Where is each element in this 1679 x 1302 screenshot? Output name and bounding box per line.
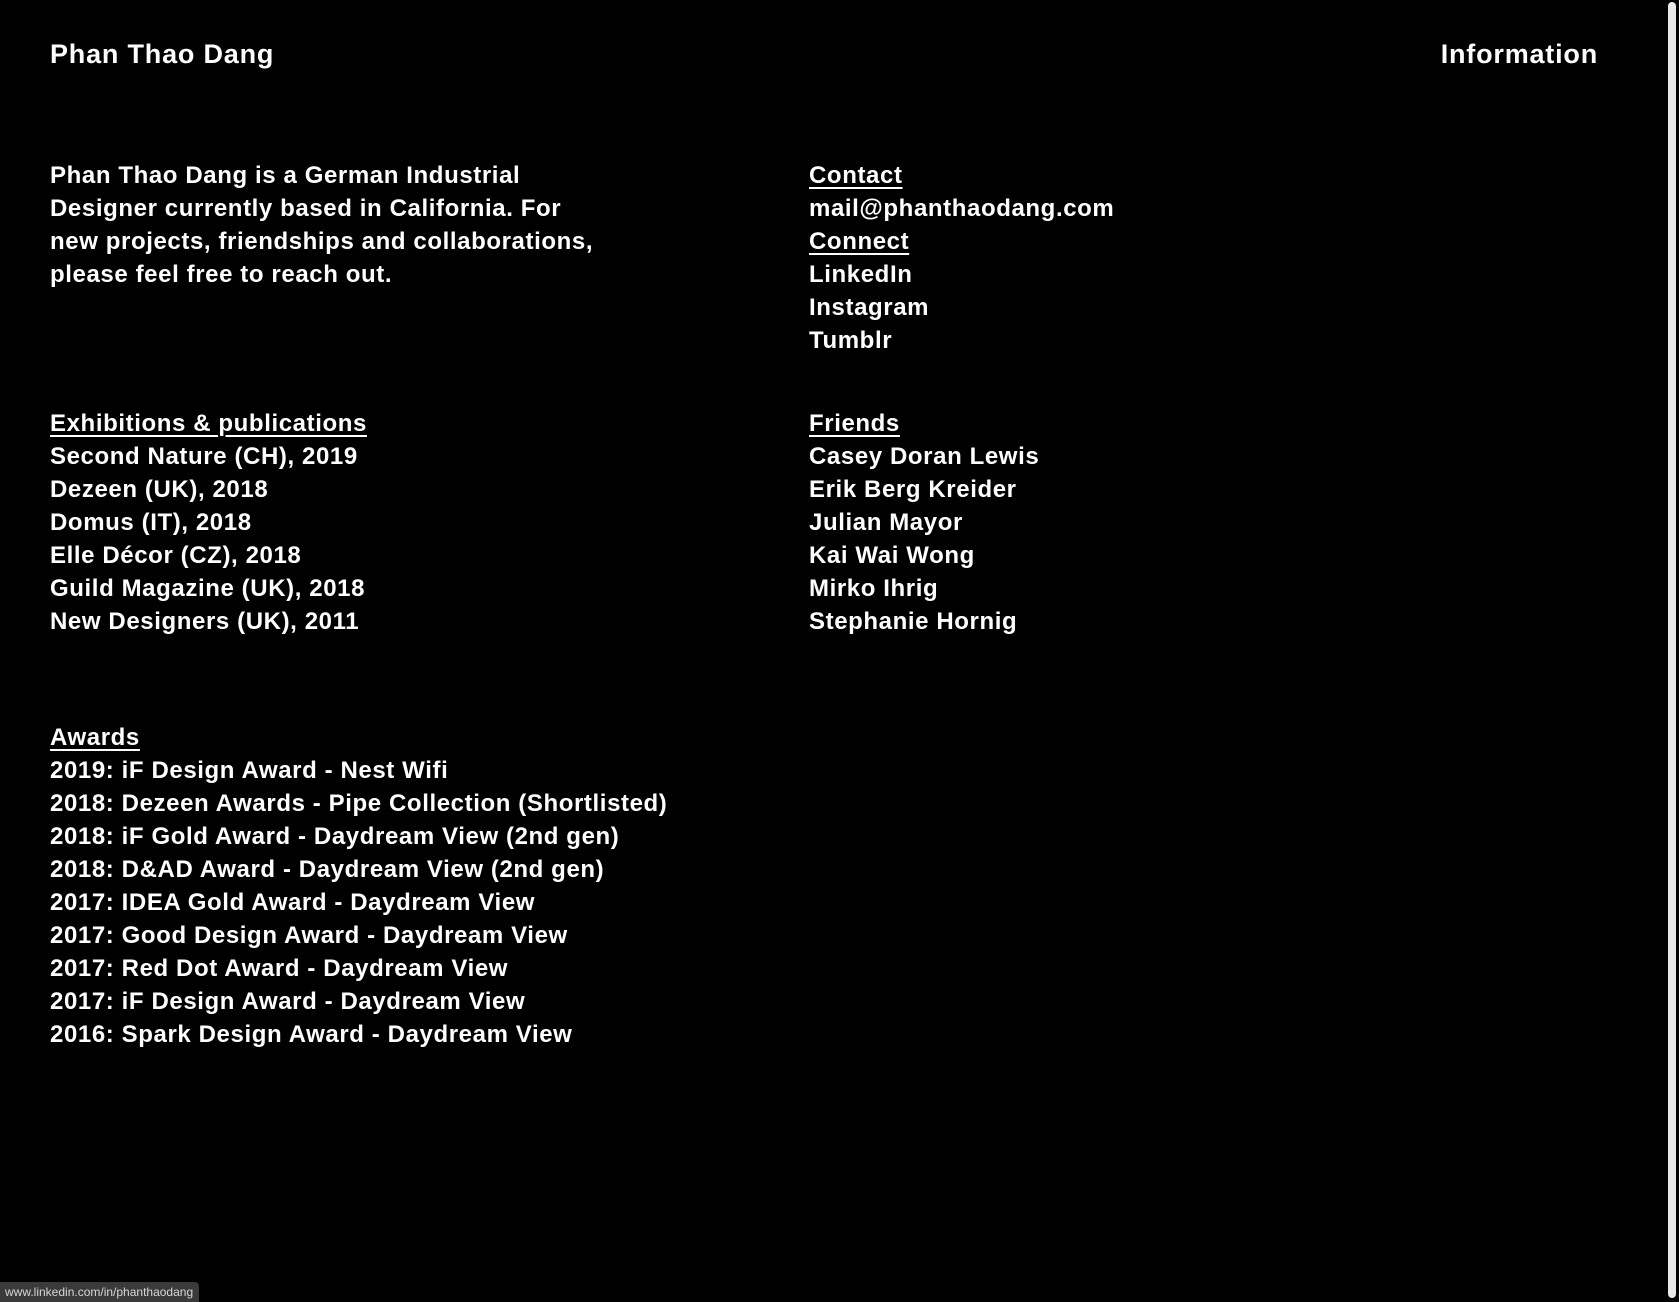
bio-paragraph [50,159,690,291]
friend-link[interactable]: Mirko Ihrig [809,575,939,602]
instagram-link[interactable]: Instagram [809,294,930,321]
award-item: 2017: Good Design Award - Daydream View [50,922,568,949]
friends-section [809,407,1039,638]
exhibition-item: Elle Décor (CZ), 2018 [50,542,302,569]
exhibitions-section [50,407,367,638]
award-item: 2017: IDEA Gold Award - Daydream View [50,889,536,916]
exhibition-item: Second Nature (CH), 2019 [50,443,358,470]
contact-section [809,159,1114,357]
exhibition-item: Guild Magazine (UK), 2018 [50,575,366,602]
friend-link[interactable]: Julian Mayor [809,509,963,536]
exhibition-item: New Designers (UK), 2011 [50,608,360,635]
award-item: 2018: Dezeen Awards - Pipe Collection (Shortlisted) [50,790,668,817]
award-item: 2017: Red Dot Award - Daydream View [50,955,509,982]
exhibition-item: Domus (IT), 2018 [50,509,252,536]
linkedin-link[interactable]: LinkedIn [809,261,913,288]
exhibition-item: Dezeen (UK), 2018 [50,476,269,503]
friend-link[interactable]: Stephanie Hornig [809,608,1018,635]
nav-information-link[interactable]: Information [1440,39,1598,69]
award-item: 2016: Spark Design Award - Daydream View [50,1021,573,1048]
bio-line: Designer currently based in California. For [50,195,562,222]
award-item: 2018: D&AD Award - Daydream View (2nd gen) [50,856,605,883]
contact-heading: Contact [809,162,903,189]
bio-line: Phan Thao Dang is a German Industrial [50,162,521,189]
award-item: 2017: iF Design Award - Daydream View [50,988,526,1015]
friend-link[interactable]: Casey Doran Lewis [809,443,1040,470]
tumblr-link[interactable]: Tumblr [809,327,893,354]
vertical-scrollbar[interactable] [1665,0,1679,1302]
bio-line: please feel free to reach out. [50,261,393,288]
friend-link[interactable]: Kai Wai Wong [809,542,975,569]
friends-heading: Friends [809,410,900,437]
award-item: 2019: iF Design Award - Nest Wifi [50,757,449,784]
site-title-link[interactable]: Phan Thao Dang [50,39,275,69]
awards-heading: Awards [50,724,140,751]
email-link[interactable]: mail@phanthaodang.com [809,195,1115,222]
friend-link[interactable]: Erik Berg Kreider [809,476,1017,503]
exhibitions-heading: Exhibitions & publications [50,410,367,437]
scrollbar-thumb[interactable] [1668,2,1676,1298]
link-status-bar: www.linkedin.com/in/phanthaodang [0,1282,199,1302]
awards-section [50,721,667,1051]
bio-line: new projects, friendships and collaborations, [50,228,594,255]
connect-heading: Connect [809,228,910,255]
award-item: 2018: iF Gold Award - Daydream View (2nd gen) [50,823,620,850]
